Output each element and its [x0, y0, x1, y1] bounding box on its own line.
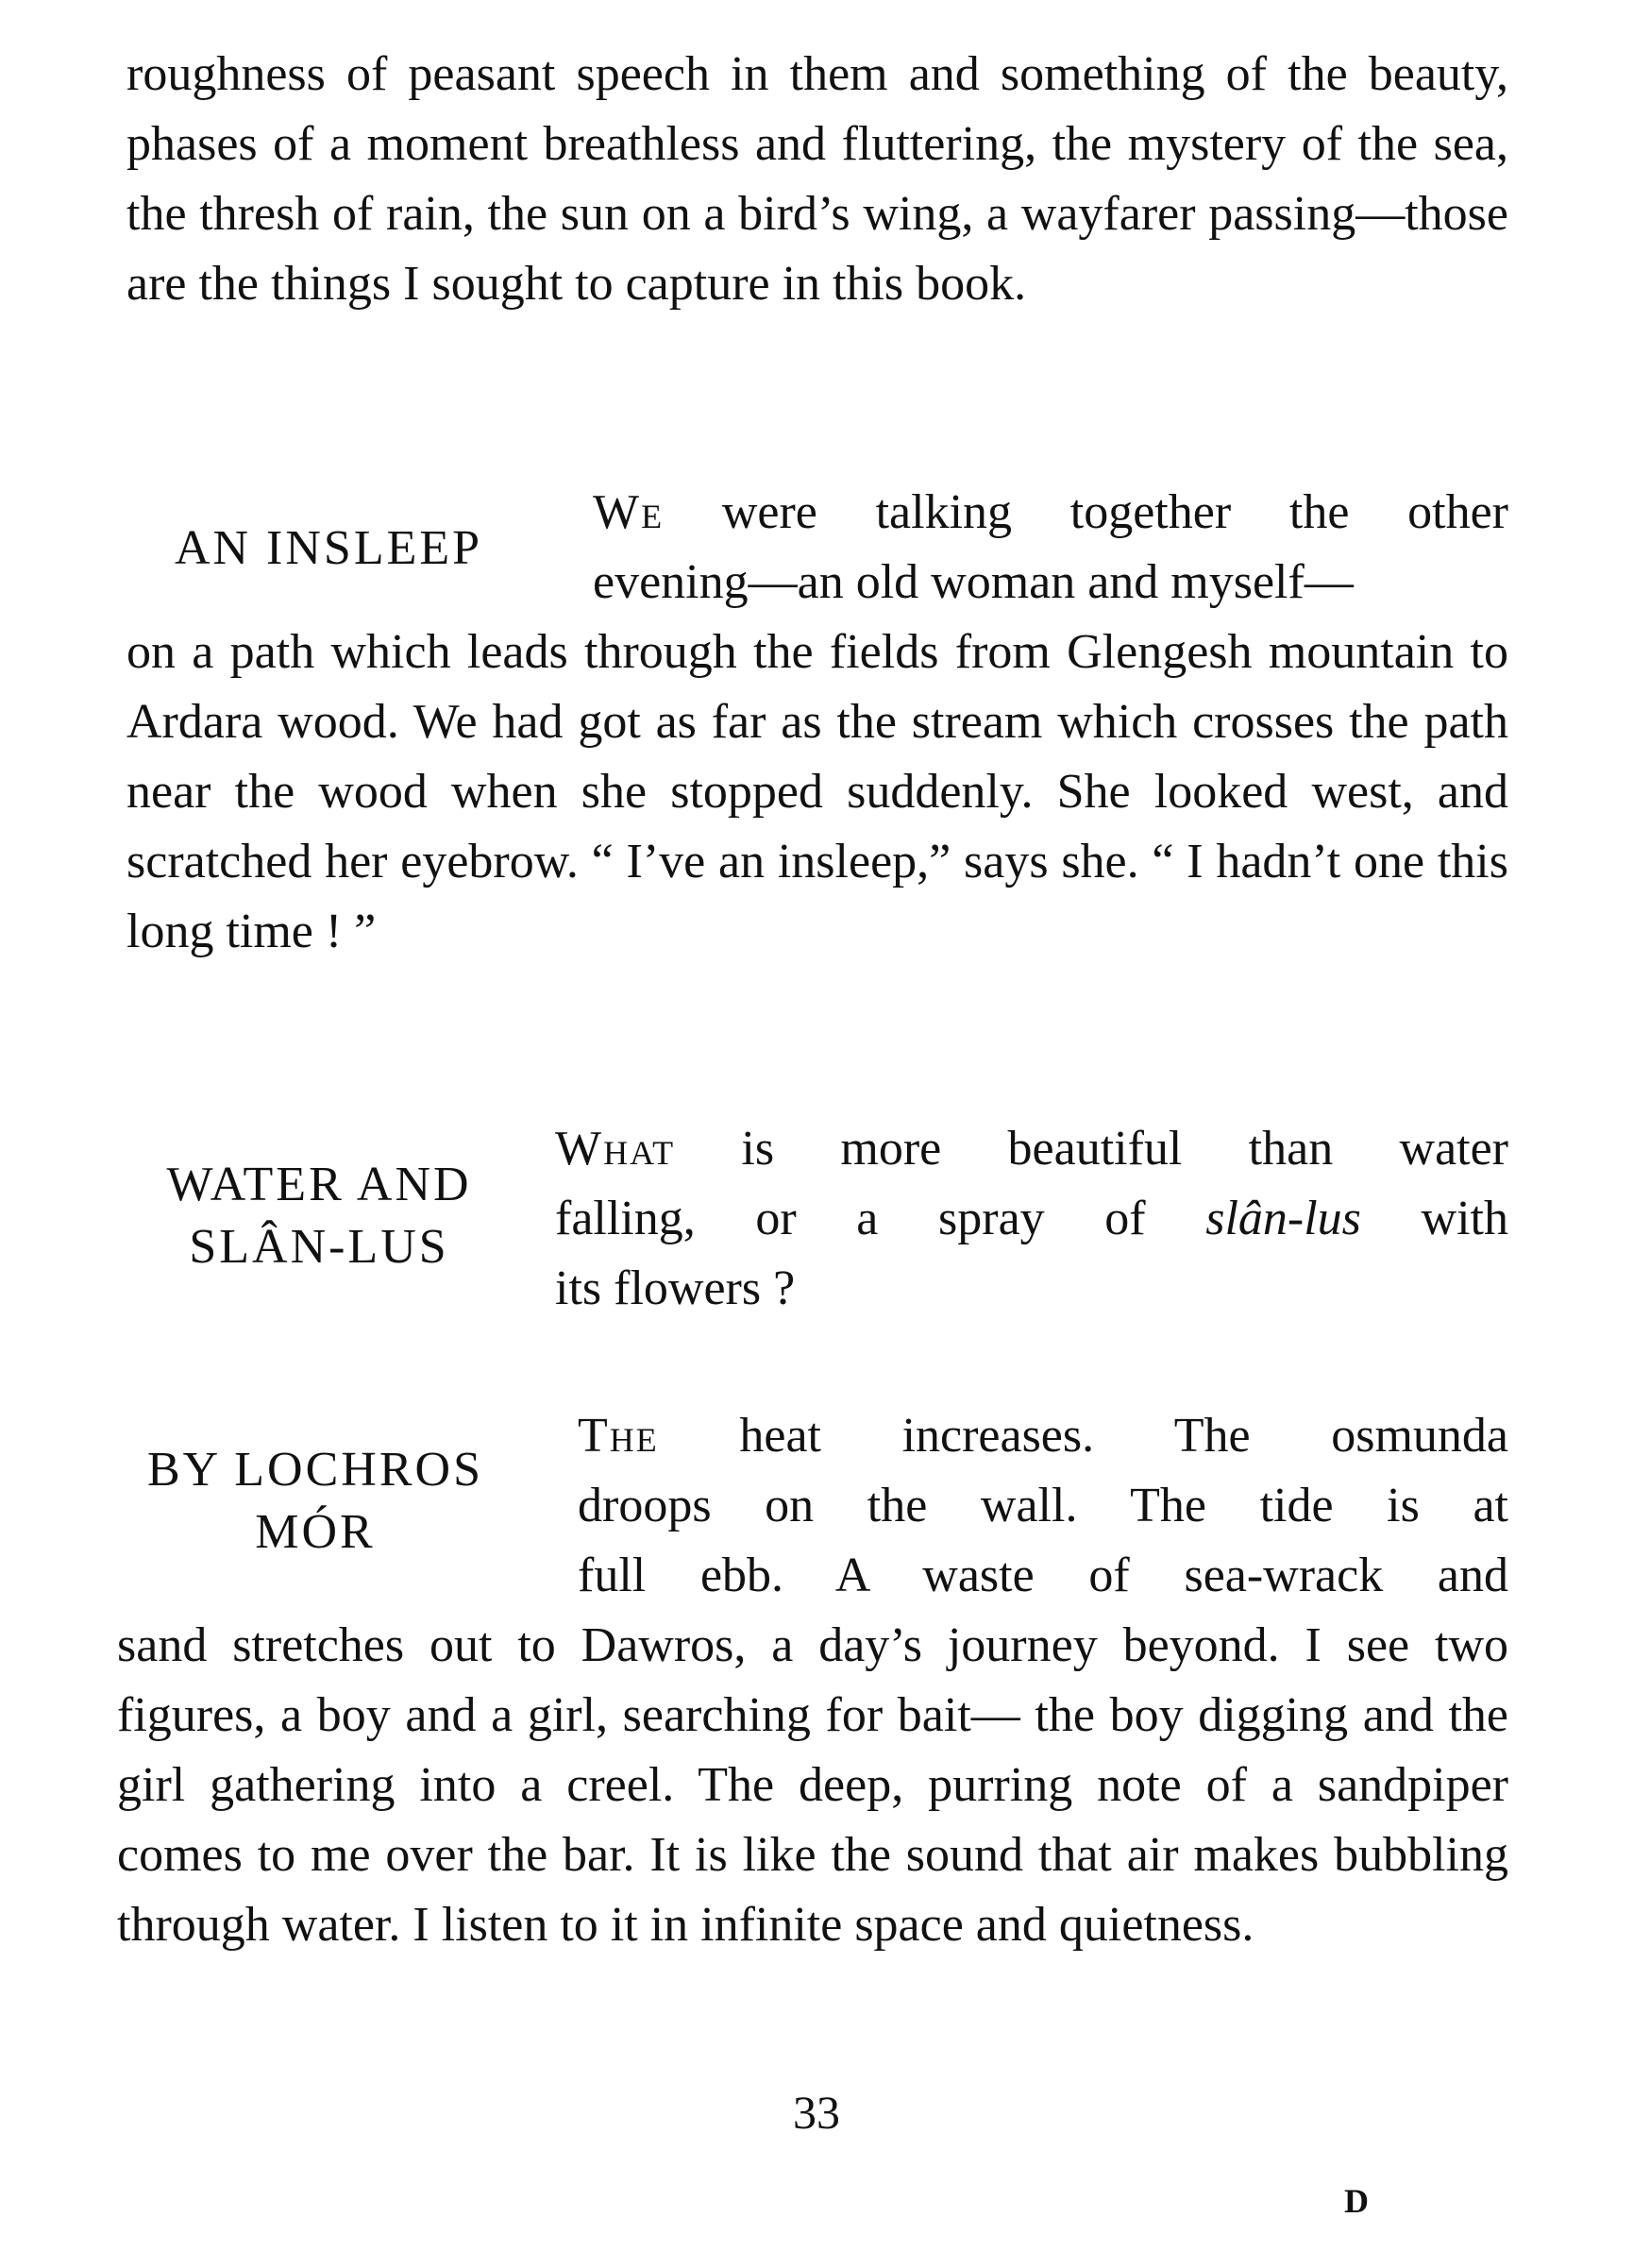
section-by-lochros-mor-intro	[578, 1401, 1508, 1611]
section-heading-water-and-slan-lus	[121, 1154, 517, 1278]
body-line	[555, 1114, 1508, 1184]
heading-line: BY LOCHROS	[146, 1443, 483, 1497]
opening-paragraph: roughness of peasant speech in them and something of the beauty, phases of a moment breathless and fluttering, the mystery of the sea, the thresh of rain, the sun on a bird’s wing, a wayfarer passing—those are the things I sought to capture in this book.	[126, 47, 1508, 311]
intro-line	[593, 478, 1508, 548]
intro-line	[578, 1401, 1508, 1471]
intro-line	[578, 1541, 1508, 1611]
intro-line-text: evening—an old woman and myself—	[593, 555, 1354, 609]
signature-mark: D	[1344, 2182, 1369, 2220]
body-line	[555, 1184, 1508, 1254]
section-by-lochros-mor-body: sand stretches out to Dawros, a day’s journey beyond. I see two figures, a boy and a girl, searching for bait— the boy digging and the girl gathering into a creel. The deep, purring note of a sandpiper comes to me over the bar. It is like the sound that air makes bubbling through water. I listen to it in infinite space and quietness.	[117, 1618, 1508, 1952]
lead-word: We	[593, 485, 665, 539]
intro-line-text: droops on the wall. The tide is at	[578, 1479, 1508, 1532]
intro-line	[578, 1471, 1508, 1541]
section-an-insleep-intro	[593, 478, 1508, 618]
section-heading-by-lochros-mor	[117, 1439, 513, 1564]
intro-line-text: heat increases. The osmunda	[658, 1409, 1508, 1463]
slan-lus-italic: slân-lus	[1205, 1192, 1361, 1245]
heading-line: MÓR	[255, 1505, 376, 1559]
heading-line: SLÂN-LUS	[189, 1220, 449, 1274]
heading-line: WATER AND	[166, 1158, 472, 1211]
intro-line-text: full ebb. A waste of sea-wrack and	[578, 1549, 1508, 1602]
lead-word: What	[555, 1122, 676, 1176]
section-heading-an-insleep: AN INSLEEP	[174, 521, 483, 575]
section-an-insleep-body: on a path which leads through the fields from Glengesh mountain to Ardara wood. We had got as far as the stream which crosses the path near the wood when she stopped suddenly. She looked west, and scratched her eyebrow. “ I’ve an insleep,” says she. “ I hadn’t one this long time ! ”	[126, 625, 1508, 958]
intro-line	[593, 548, 1508, 618]
section-water-and-slan-lus-body	[555, 1114, 1508, 1324]
body-line-text: falling, or a spray of	[555, 1192, 1206, 1245]
lead-word: The	[578, 1409, 659, 1463]
body-line-text: its flowers ?	[555, 1261, 796, 1315]
body-line	[555, 1254, 1508, 1324]
body-line-text: is more beautiful than water	[675, 1122, 1508, 1176]
page-number: 33	[793, 2086, 840, 2139]
intro-line-text: were talking together the other	[664, 485, 1508, 539]
body-line-text: with	[1360, 1192, 1508, 1245]
